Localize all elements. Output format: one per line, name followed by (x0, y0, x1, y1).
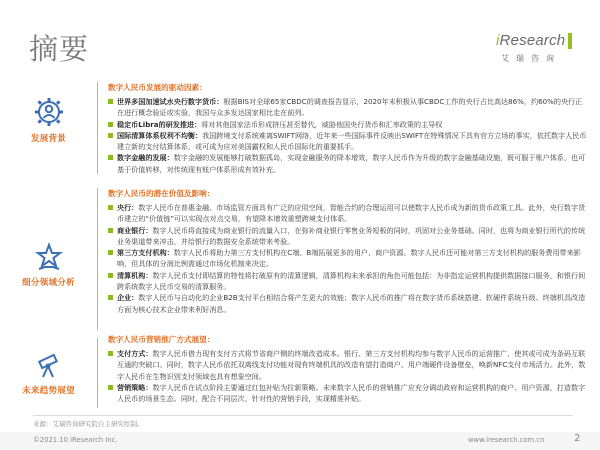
bullet-bold: 世界多国加速试水央行数字货币： (117, 97, 224, 106)
bullet-item (108, 202, 588, 225)
telescope-icon (34, 350, 64, 380)
star-hand-icon (34, 242, 64, 272)
bullet-bold: 商业银行： (117, 225, 153, 235)
divider-line (97, 82, 98, 174)
divider-line (97, 338, 98, 408)
bullet-text: 数字人民币在普惠金融、市场监管方面具有广泛的应用空间，智能合约的合理运用可以使数字人民币成为新的货币政策工具。此外，央行数字货币建立的“价值链”可以实现点对点交易，有望降本增效重塑跨境支付体系。 (117, 203, 586, 224)
bullet-marker (108, 351, 113, 356)
bullet-text: 将对其他国家法币形成挤压甚至替代，威胁他国央行货币和汇率政策的主导权 (201, 119, 443, 129)
bullet-marker (108, 205, 113, 210)
bullet-marker (108, 155, 113, 160)
section-heading: 数字人民币营销推广方式展望： (108, 335, 215, 344)
bullet-bold: 国际清算体系权利不均衡： (117, 130, 203, 140)
section-label: 未来趋势展望 (22, 386, 75, 396)
gear-person-icon (34, 96, 64, 128)
section-trend-label-block (0, 350, 97, 396)
bullet-text: 数字人民币将直接成为商业银行的流量入口，在弥补商业银行零售业务短板的同时，巩固对公业务基础。同时，也将为商业银行所代的传统业务渠道带来冲击，并给银行的数据安全系统带来考验。 (117, 225, 586, 246)
bullet-text: 根据BIS对全球65家CBDC的调查报告显示，2020年末积极从事CBDC工作的央行占比高达86%，约60%的央行正在进行概念验证或实验，我国与众多发达国家相比走在前列。 (117, 97, 583, 118)
copyright-text: ©2021.10 iResearch Inc. (33, 436, 118, 444)
bullet-item (108, 292, 588, 315)
logo-subtitle: 艾瑞咨询 (501, 54, 561, 63)
page-title: 摘要 (29, 32, 90, 66)
bullet-text: 数字人民币支付即结算的特性将打破原有的清算逻辑，清算机构未来承担的角色可能包括：为非指定运营机构提供数据接口服务，和银行间跨系统数字人民币交易的清算服务。 (117, 270, 586, 292)
section-analysis-label-block (0, 242, 97, 288)
bullet-marker (108, 273, 113, 278)
logo-wordmark (496, 32, 565, 49)
footer-divider (33, 415, 573, 416)
bullet-bold: 支付方式： (117, 349, 153, 358)
bullet-text: 数字人民币在试点阶段主要通过红包补贴为拉新策略。未来数字人民币的营销推广应充分调动政府和运营机构的商户、用户资源，打造数字人民币的场景生态。同时，配合不同层次、针对性的营销手段，实现精准补贴。 (117, 382, 586, 404)
bullet-item (108, 247, 588, 270)
website-link[interactable]: www.iresearch.com.cn (468, 436, 545, 444)
section-heading: 数字人民币的潜在价值及影响： (108, 189, 215, 198)
page-number: 2 (574, 433, 581, 444)
bullet-item (108, 152, 588, 175)
section-background-label-block (0, 96, 97, 144)
logo-research: Research (499, 32, 566, 49)
bullet-text: 数字金融的发展能够打破数据孤岛，实现金融服务的降本增效，数字人民币作为升级的数字金融基础设施，既可服于账户体系，也可基于价值转移，对传统现有账户体系形成有效补充。 (117, 153, 586, 174)
source-note: 来源：艾瑞咨询研究院自主研究绘制。 (33, 420, 144, 428)
bullet-item (108, 119, 588, 130)
section-background-content (108, 82, 588, 175)
divider-line (97, 188, 98, 330)
bullet-bold: 第三方支付机构： (117, 248, 174, 258)
bullet-marker (108, 250, 113, 255)
bullet-bold: 营销策略： (117, 382, 153, 392)
iresearch-logo (492, 30, 574, 68)
bullet-item (108, 225, 588, 248)
section-heading: 数字人民币发展的驱动因素： (108, 83, 207, 92)
bullet-item (108, 270, 588, 293)
bullet-bold: 稳定币Libra的研发推进： (117, 119, 202, 129)
logo-bar (568, 33, 572, 49)
bullet-item (108, 348, 588, 382)
section-analysis-content (108, 188, 588, 315)
bullet-marker (108, 99, 113, 104)
bullet-marker (108, 385, 113, 390)
bullet-bold: 央行： (117, 203, 139, 212)
bullet-text: 数字人民币与自动化的企业B2B支付平台相结合将产生更大的效能；数字人民币的推广将在数字货币系统搭建、软硬件系统升级、终端机具改造方面为核心技术企业带来利好消息。 (117, 293, 586, 314)
bullet-text: 数字人民币将助力第三方支付机构在C端、B端拓展更多的用户、商户资源。数字人民币还可能对第三方支付机构的服务费用带来影响，但具体的分润比例需通过市场化机制来决定。 (117, 248, 581, 269)
bullet-marker (108, 122, 113, 127)
section-trend-content (108, 334, 588, 404)
bullet-item (108, 130, 588, 153)
section-label: 发展背景 (30, 134, 67, 144)
bullet-text: 数字人民币借力现有支付方式将节省商户侧的终端改造成本。银行、第三方支付机构均参与数字人民币的运营推广，使其或可成为条码互联互通的突破口。同时，数字人民币依托双离线支付功能对现有终端机具的改造有望打造商户、用户端硬件设备壁垒，唤新NFC支付市场活力。此外，数字人民币在生物识别支付领域也具有想象空间。 (117, 349, 586, 381)
bullet-text: 我国跨境支付系统难离SWIFT网络，近年来一些国际事件反映出SWIFT在特殊情况下具有官方立场的事实，依托数字人民币建立新的支付结算体系，或可成为应对美国霸权和人民币国际化的重要抓手。 (117, 130, 587, 152)
bullet-marker (108, 295, 113, 300)
bullet-marker (108, 133, 113, 138)
bullet-item (108, 96, 588, 119)
section-label: 细分领域分析 (22, 278, 75, 288)
bullet-bold: 清算机构： (117, 270, 153, 280)
bullet-item (108, 382, 588, 405)
bullet-bold: 企业： (117, 293, 139, 303)
bullet-marker (108, 228, 113, 233)
logo-i: i (496, 32, 500, 49)
bullet-bold: 数字金融的发展： (117, 153, 174, 163)
